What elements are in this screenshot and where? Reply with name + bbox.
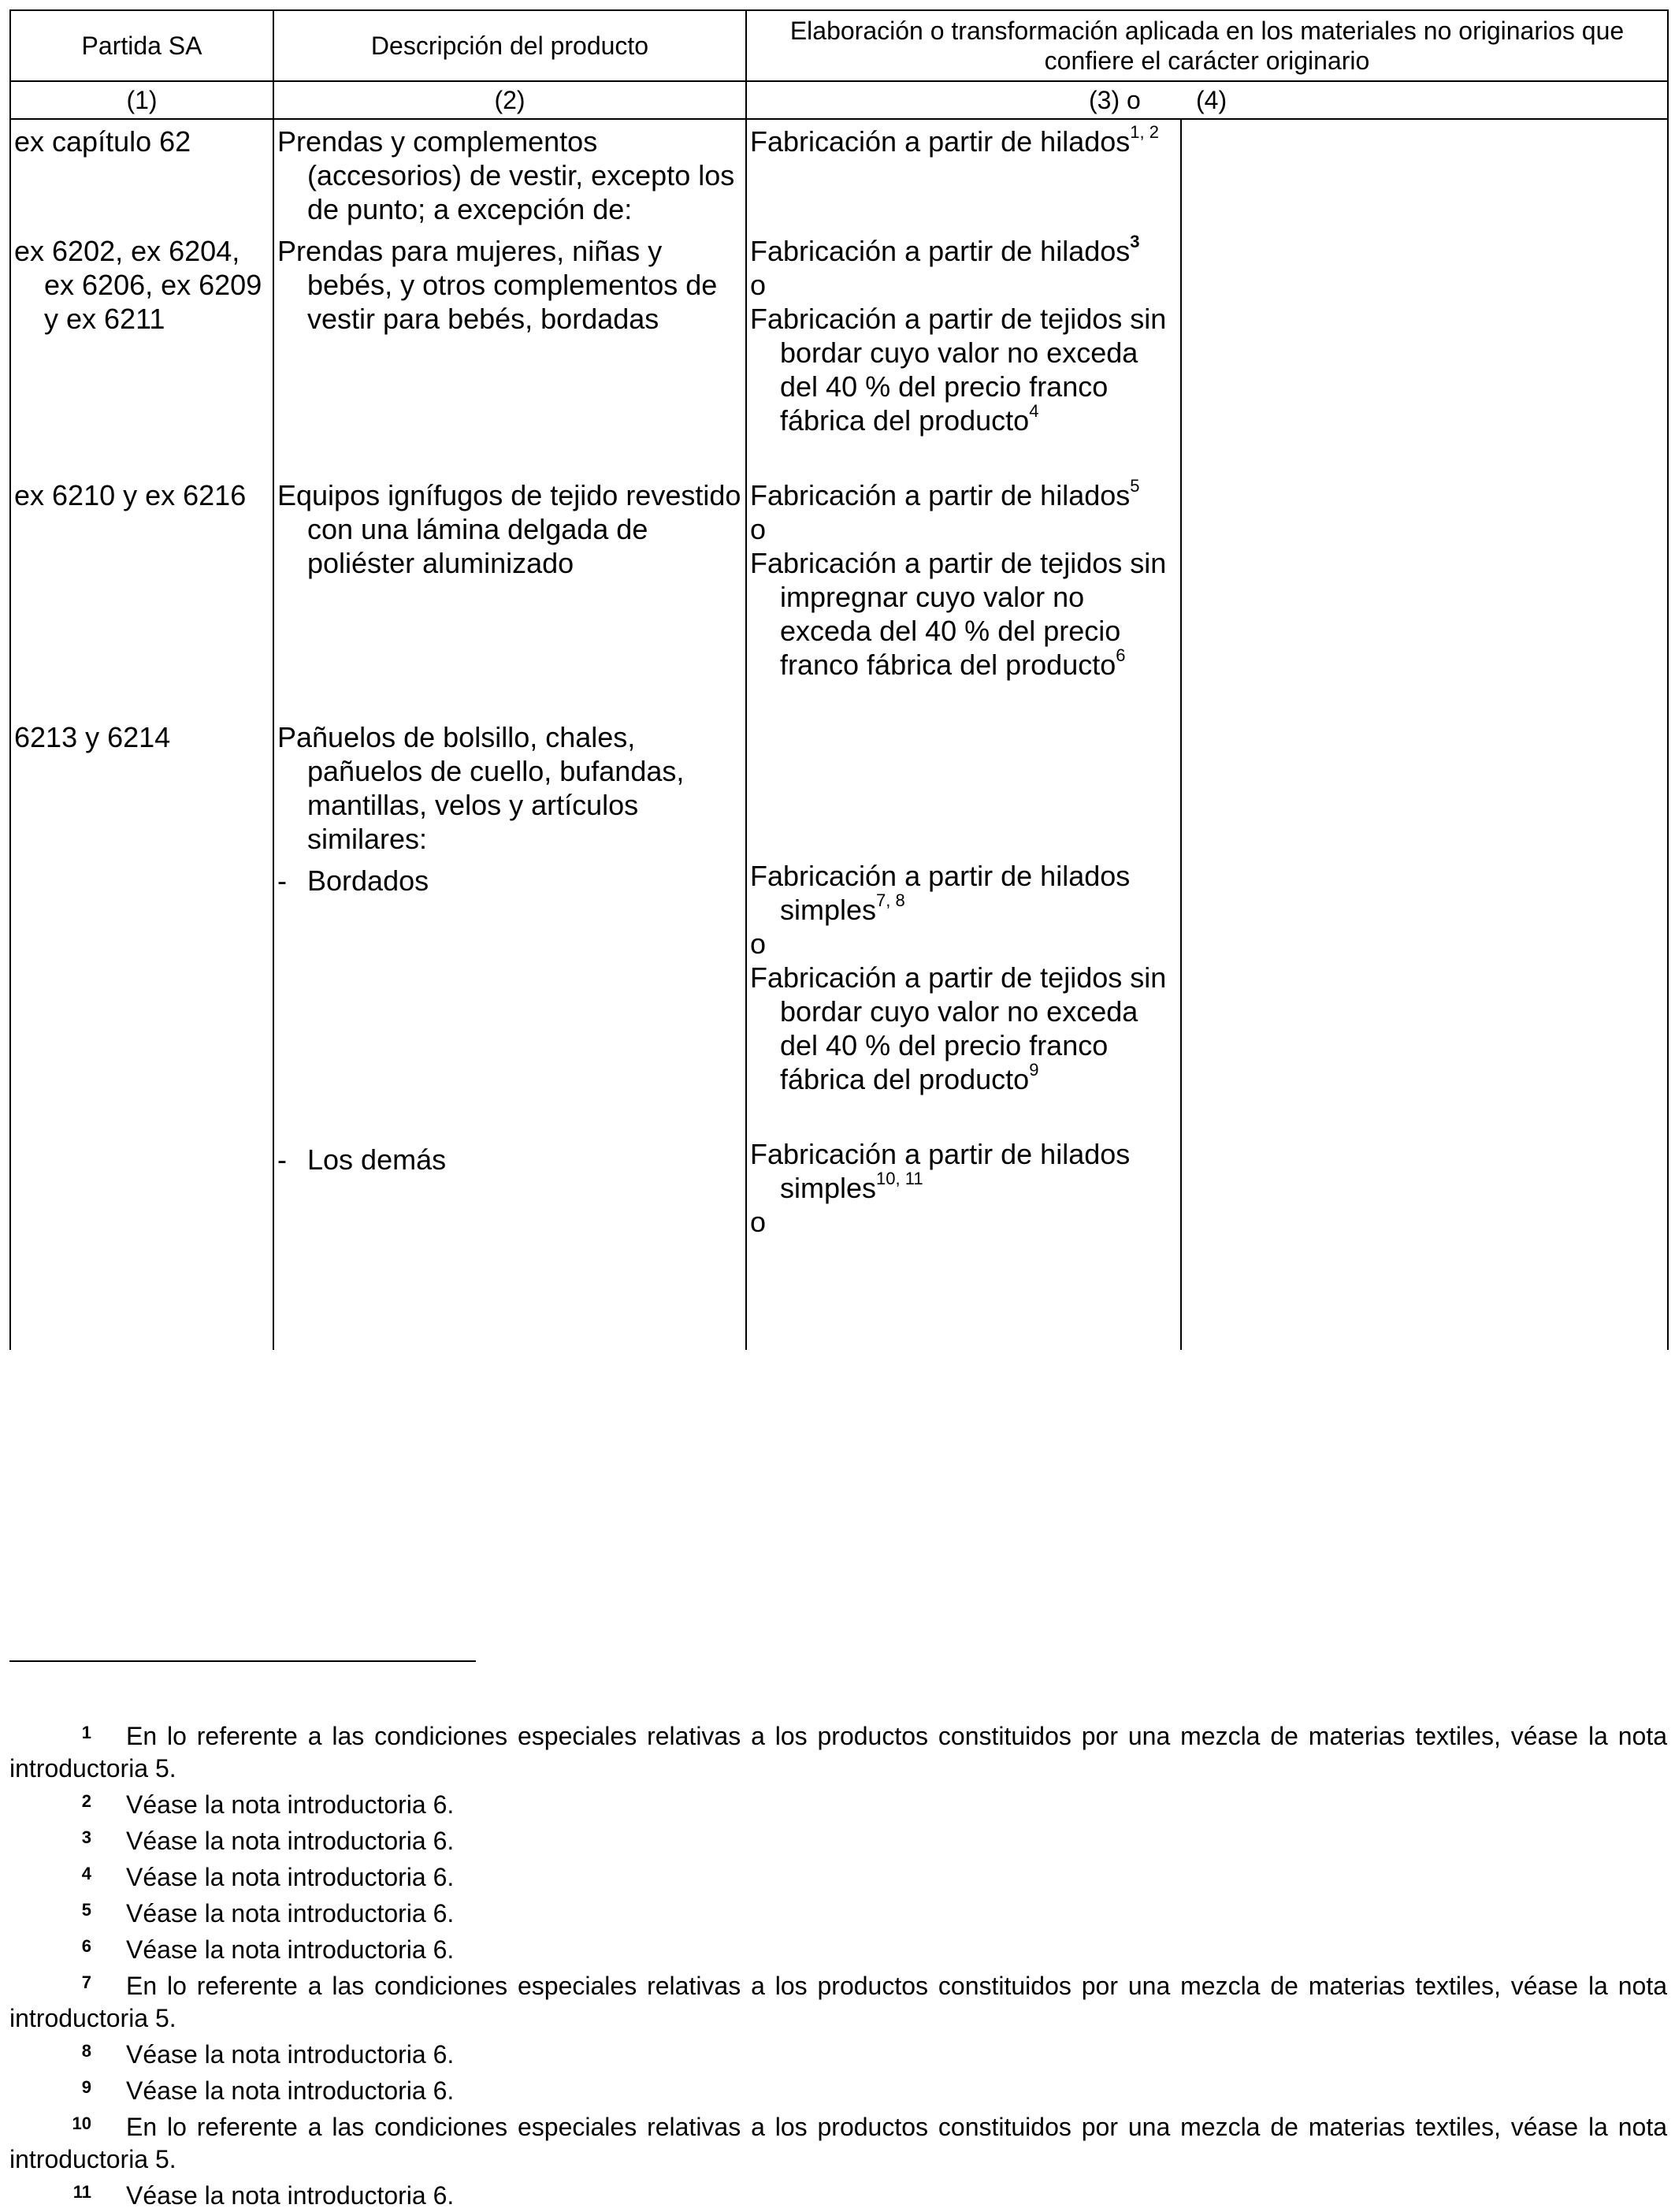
description-column (273, 119, 746, 1350)
codes-column (10, 119, 273, 1350)
rule-ex-6202-option-1: Fabricación a partir de hilados$^3$ (750, 232, 1140, 267)
footnote-text: Véase la nota introductoria 6. (126, 2040, 455, 2069)
footnote (9, 1785, 1667, 1821)
header-descripcion: Descripción del producto (273, 10, 746, 81)
rule-los-demas-option-1: Fabricación a partir de hilados simples$^{10, 11}$ (750, 1138, 1131, 1204)
table-header-row (10, 10, 1668, 81)
footnote-text: Véase la nota introductoria 6. (126, 1935, 455, 1964)
footnote-number: 4 (81, 1864, 91, 1883)
footnote-number: 5 (81, 1900, 91, 1920)
description-ex-6202: Prendas para mujeres, niñas y bebés, y otros complementos de vestir para bebés, bordadas (277, 235, 718, 335)
rule-bordados-option-1: Fabricación a partir de hilados simples$^{7, 8}$ (750, 860, 1131, 926)
footnote-number: 2 (81, 1791, 91, 1811)
footnote (9, 2071, 1667, 2107)
description-6213: Pañuelos de bolsillo, chales, pañuelos de cuello, bufandas, mantillas, velos y artículos similares: (277, 721, 685, 855)
rule-bordados-option-2: Fabricación a partir de tejidos sin bordar cuyo valor no exceda del 40 % del precio franco fábrica del producto$^9$ (750, 961, 1167, 1095)
subitem-bordados (277, 864, 742, 1135)
footnote-text: En lo referente a las condiciones especiales relativas a los productos constituidos por una mezcla de materias textiles, véase la nota introductoria 5. (9, 2113, 1667, 2173)
rule-or-separator: o (750, 928, 767, 960)
origin-rules-table (9, 9, 1669, 1350)
footnote (9, 1930, 1667, 1966)
footnote (9, 2107, 1667, 2176)
table-number-row (10, 81, 1668, 119)
description-ex-capitulo-62: Prendas y complementos (accesorios) de vestir, excepto los de punto; a excepción de: (277, 125, 735, 225)
footnote (9, 1894, 1667, 1930)
rules-column (746, 119, 1181, 1350)
footnote-number: 6 (81, 1936, 91, 1956)
subitem-dash: - (277, 864, 287, 897)
footnote (9, 1857, 1667, 1894)
footnote-text: En lo referente a las condiciones especiales relativas a los productos constituidos por una mezcla de materias textiles, véase la nota introductoria 5. (9, 1722, 1667, 1783)
footnote-separator (9, 1660, 476, 1662)
footnote-text: En lo referente a las condiciones especiales relativas a los productos constituidos por una mezcla de materias textiles, véase la nota introductoria 5. (9, 1972, 1667, 2032)
code-6213: 6213 y 6214 (14, 721, 171, 753)
footnote-text: Véase la nota introductoria 6. (126, 1790, 455, 1819)
col-number-1: (1) (10, 81, 273, 119)
footnote-number: 8 (81, 2041, 91, 2061)
rule-ex-6210-option-1: Fabricación a partir de hilados$^5$ (750, 476, 1140, 511)
footnote (9, 1821, 1667, 1857)
col-number-3-4 (746, 81, 1668, 119)
table-body-row (10, 119, 1668, 1350)
col-number-4: (4) (1196, 86, 1227, 114)
description-ex-6210: Equipos ignífugos de tejido revestido con una lámina delgada de poliéster aluminizado (277, 479, 741, 579)
rule-ex-capitulo-62: Fabricación a partir de hilados$^{1, 2}$ (750, 122, 1159, 158)
subitem-label: Los demás (307, 1143, 447, 1176)
rule-ex-6202-option-2: Fabricación a partir de tejidos sin bordar cuyo valor no exceda del 40 % del precio franco fábrica del producto$^4$ (750, 303, 1167, 437)
code-ex-capitulo-62: ex capítulo 62 (14, 125, 191, 158)
footnote-number: 7 (81, 1972, 91, 1992)
footnote (9, 2035, 1667, 2071)
rule-or-separator: o (750, 1206, 767, 1238)
header-partida-sa: Partida SA (10, 10, 273, 81)
col-number-3: (3) o (1089, 86, 1141, 114)
rule-or-separator: o (750, 513, 767, 545)
footnote-text: Véase la nota introductoria 6. (126, 1899, 455, 1928)
subitem-dash: - (277, 1143, 287, 1176)
footnote-text: Véase la nota introductoria 6. (126, 1827, 455, 1855)
footnote-number: 1 (81, 1723, 91, 1742)
footnote-text: Véase la nota introductoria 6. (126, 1863, 455, 1891)
footnote (9, 1966, 1667, 2035)
footnote-number: 3 (81, 1827, 91, 1847)
code-ex-6202: ex 6202, ex 6204, ex 6206, ex 6209 y ex 6211 (14, 235, 262, 335)
footnote (9, 1716, 1667, 1785)
footnote-number: 9 (81, 2077, 91, 2097)
rule-or-separator: o (750, 269, 767, 301)
subitem-los-demas (277, 1143, 742, 1177)
footnote-number: 10 (72, 2113, 91, 2133)
footnotes-section (9, 1716, 1667, 2212)
alternative-rules-column (1181, 119, 1668, 1350)
footnote (9, 2176, 1667, 2212)
footnote-number: 11 (72, 2182, 91, 2202)
footnote-text: Véase la nota introductoria 6. (126, 2181, 455, 2210)
footnote-text: Véase la nota introductoria 6. (126, 2076, 455, 2105)
header-elaboracion: Elaboración o transformación aplicada en los materiales no originarios que confiere el carácter originario (746, 10, 1668, 81)
col-number-2: (2) (273, 81, 746, 119)
subitem-label: Bordados (307, 864, 429, 897)
code-ex-6210: ex 6210 y ex 6216 (14, 479, 247, 511)
rule-ex-6210-option-2: Fabricación a partir de tejidos sin impregnar cuyo valor no exceda del 40 % del precio franco fábrica del producto$^6$ (750, 547, 1167, 681)
